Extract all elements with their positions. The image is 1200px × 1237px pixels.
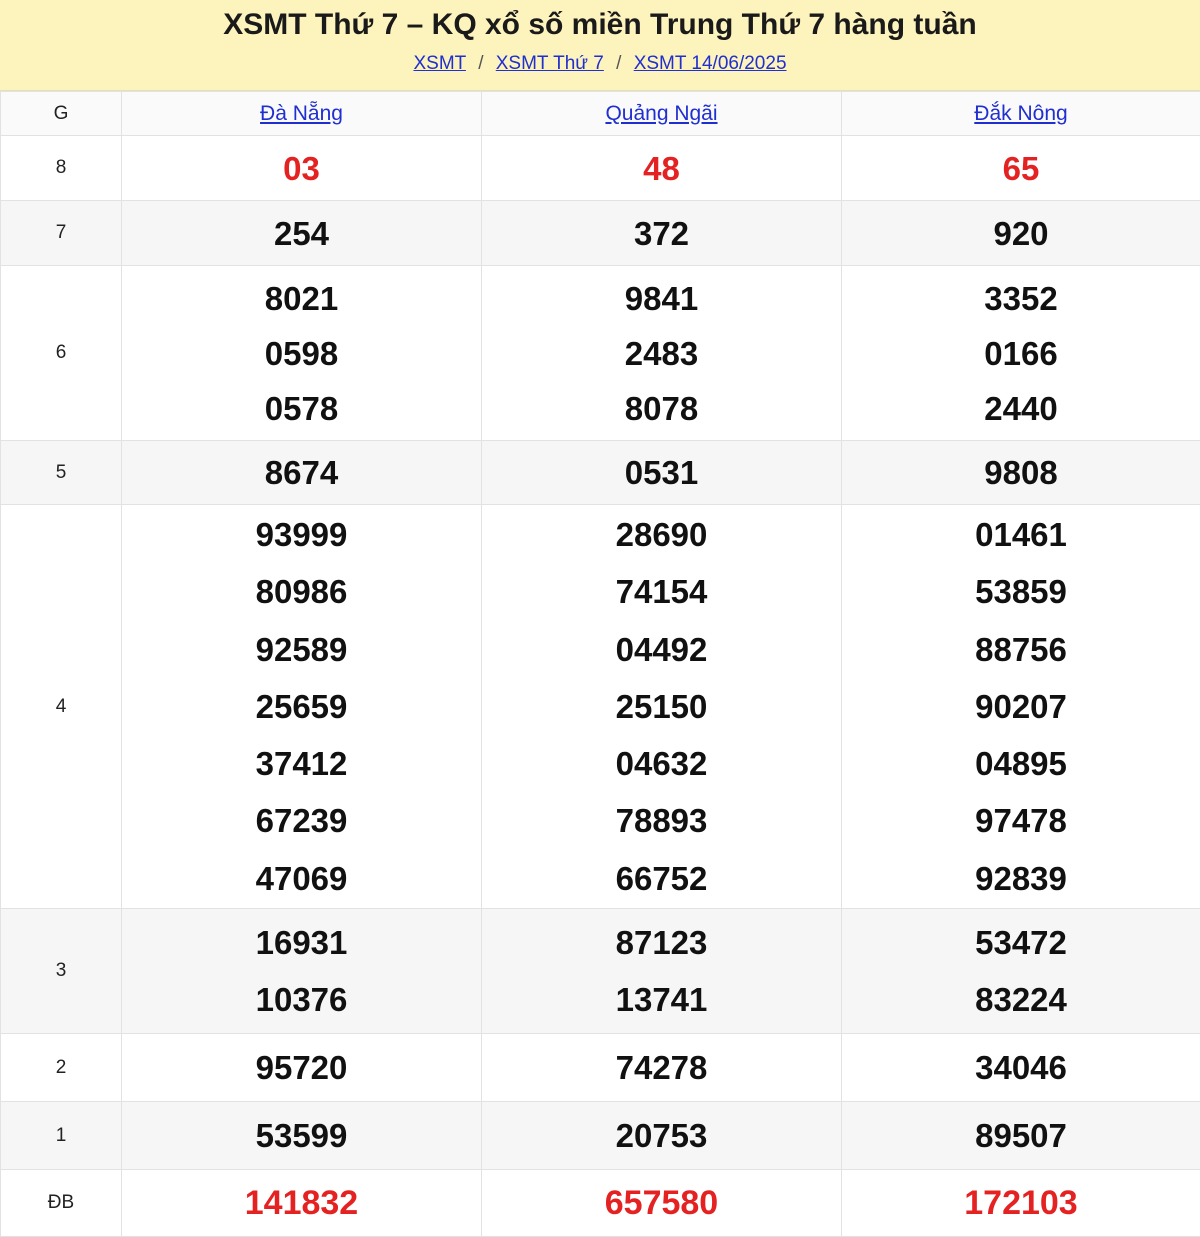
result-number: 83224 — [842, 971, 1200, 1028]
breadcrumb-separator: / — [478, 53, 483, 74]
result-number: 0578 — [122, 381, 481, 436]
result-cell — [482, 1034, 842, 1102]
result-cell — [482, 136, 842, 201]
prize-row-2 — [1, 1034, 1200, 1102]
prize-label: 1 — [1, 1102, 122, 1170]
result-number: 66752 — [482, 850, 841, 907]
result-cell — [122, 505, 482, 909]
result-number: 87123 — [482, 914, 841, 971]
prize-label: 8 — [1, 136, 122, 201]
result-number: 0598 — [122, 326, 481, 381]
result-cell — [122, 136, 482, 201]
result-cell — [842, 505, 1200, 909]
province-link-quang-ngai[interactable]: Quảng Ngãi — [605, 102, 717, 125]
result-number: 04632 — [482, 735, 841, 792]
result-number: 28690 — [482, 506, 841, 563]
result-number: 92839 — [842, 850, 1200, 907]
result-cell — [842, 136, 1200, 201]
result-number: 25659 — [122, 678, 481, 735]
province-header-da-nang — [122, 92, 482, 136]
result-number: 03 — [122, 141, 481, 196]
province-link-dak-nong[interactable]: Đắk Nông — [974, 102, 1067, 125]
result-number: 80986 — [122, 563, 481, 620]
result-number: 88756 — [842, 621, 1200, 678]
result-number: 90207 — [842, 678, 1200, 735]
result-number: 74278 — [482, 1040, 841, 1095]
result-number: 34046 — [842, 1040, 1200, 1095]
prize-row-3 — [1, 909, 1200, 1034]
result-number: 3352 — [842, 271, 1200, 326]
result-cell — [122, 909, 482, 1034]
page-title: XSMT Thứ 7 – KQ xổ số miền Trung Thứ 7 hàng tuần — [0, 0, 1200, 43]
result-cell — [482, 909, 842, 1034]
province-header-quang-ngai — [482, 92, 842, 136]
result-number: 10376 — [122, 971, 481, 1028]
result-number: 920 — [842, 206, 1200, 261]
result-number: 65 — [842, 141, 1200, 196]
result-number: 0531 — [482, 445, 841, 500]
prize-label: 2 — [1, 1034, 122, 1102]
result-number: 16931 — [122, 914, 481, 971]
result-number: 48 — [482, 141, 841, 196]
result-number: 53859 — [842, 563, 1200, 620]
result-cell — [482, 201, 842, 266]
result-number: 53599 — [122, 1108, 481, 1163]
breadcrumb — [0, 53, 1200, 75]
result-cell — [122, 266, 482, 441]
result-number: 37412 — [122, 735, 481, 792]
prize-label: 3 — [1, 909, 122, 1034]
result-number: 8021 — [122, 271, 481, 326]
result-number: 25150 — [482, 678, 841, 735]
breadcrumb-separator: / — [616, 53, 621, 74]
result-cell — [122, 1034, 482, 1102]
result-cell — [842, 266, 1200, 441]
result-cell — [842, 201, 1200, 266]
result-number: 2483 — [482, 326, 841, 381]
special-prize-number: 141832 — [122, 1176, 481, 1231]
result-cell — [122, 441, 482, 505]
prize-row-special — [1, 1170, 1200, 1237]
breadcrumb-link-xsmt-thu-7[interactable]: XSMT Thứ 7 — [496, 53, 604, 74]
breadcrumb-link-xsmt-date[interactable]: XSMT 14/06/2025 — [634, 53, 787, 74]
result-number: 53472 — [842, 914, 1200, 971]
result-cell — [482, 1102, 842, 1170]
prize-row-8 — [1, 136, 1200, 201]
result-cell — [482, 441, 842, 505]
result-number: 8078 — [482, 381, 841, 436]
result-cell — [122, 201, 482, 266]
result-number: 47069 — [122, 850, 481, 907]
prize-row-7 — [1, 201, 1200, 266]
province-link-da-nang[interactable]: Đà Nẵng — [260, 102, 343, 125]
prize-label: 7 — [1, 201, 122, 266]
result-cell — [842, 1102, 1200, 1170]
result-cell — [122, 1102, 482, 1170]
result-number: 01461 — [842, 506, 1200, 563]
result-cell — [842, 1170, 1200, 1237]
province-header-dak-nong — [842, 92, 1200, 136]
result-number: 13741 — [482, 971, 841, 1028]
result-cell — [842, 441, 1200, 505]
result-number: 254 — [122, 206, 481, 261]
result-number: 67239 — [122, 792, 481, 849]
results-table — [0, 91, 1200, 1237]
result-number: 372 — [482, 206, 841, 261]
result-number: 78893 — [482, 792, 841, 849]
page-header — [0, 0, 1200, 91]
result-number: 74154 — [482, 563, 841, 620]
result-number: 93999 — [122, 506, 481, 563]
result-cell — [122, 1170, 482, 1237]
result-number: 2440 — [842, 381, 1200, 436]
result-number: 9841 — [482, 271, 841, 326]
result-number: 97478 — [842, 792, 1200, 849]
prize-row-6 — [1, 266, 1200, 441]
prize-label: ĐB — [1, 1170, 122, 1237]
breadcrumb-link-xsmt[interactable]: XSMT — [413, 53, 465, 74]
prize-column-header: G — [1, 92, 122, 136]
prize-row-5 — [1, 441, 1200, 505]
result-cell — [482, 266, 842, 441]
result-number: 95720 — [122, 1040, 481, 1095]
result-number: 04895 — [842, 735, 1200, 792]
result-cell — [842, 909, 1200, 1034]
result-number: 8674 — [122, 445, 481, 500]
result-number: 0166 — [842, 326, 1200, 381]
result-cell — [842, 1034, 1200, 1102]
result-number: 92589 — [122, 621, 481, 678]
prize-row-1 — [1, 1102, 1200, 1170]
prize-label: 5 — [1, 441, 122, 505]
prize-label: 4 — [1, 505, 122, 909]
result-number: 89507 — [842, 1108, 1200, 1163]
prize-row-4 — [1, 505, 1200, 909]
special-prize-number: 657580 — [482, 1176, 841, 1231]
result-number: 04492 — [482, 621, 841, 678]
special-prize-number: 172103 — [842, 1176, 1200, 1231]
result-cell — [482, 505, 842, 909]
result-number: 20753 — [482, 1108, 841, 1163]
table-header-row — [1, 92, 1200, 136]
result-cell — [482, 1170, 842, 1237]
result-number: 9808 — [842, 445, 1200, 500]
prize-label: 6 — [1, 266, 122, 441]
